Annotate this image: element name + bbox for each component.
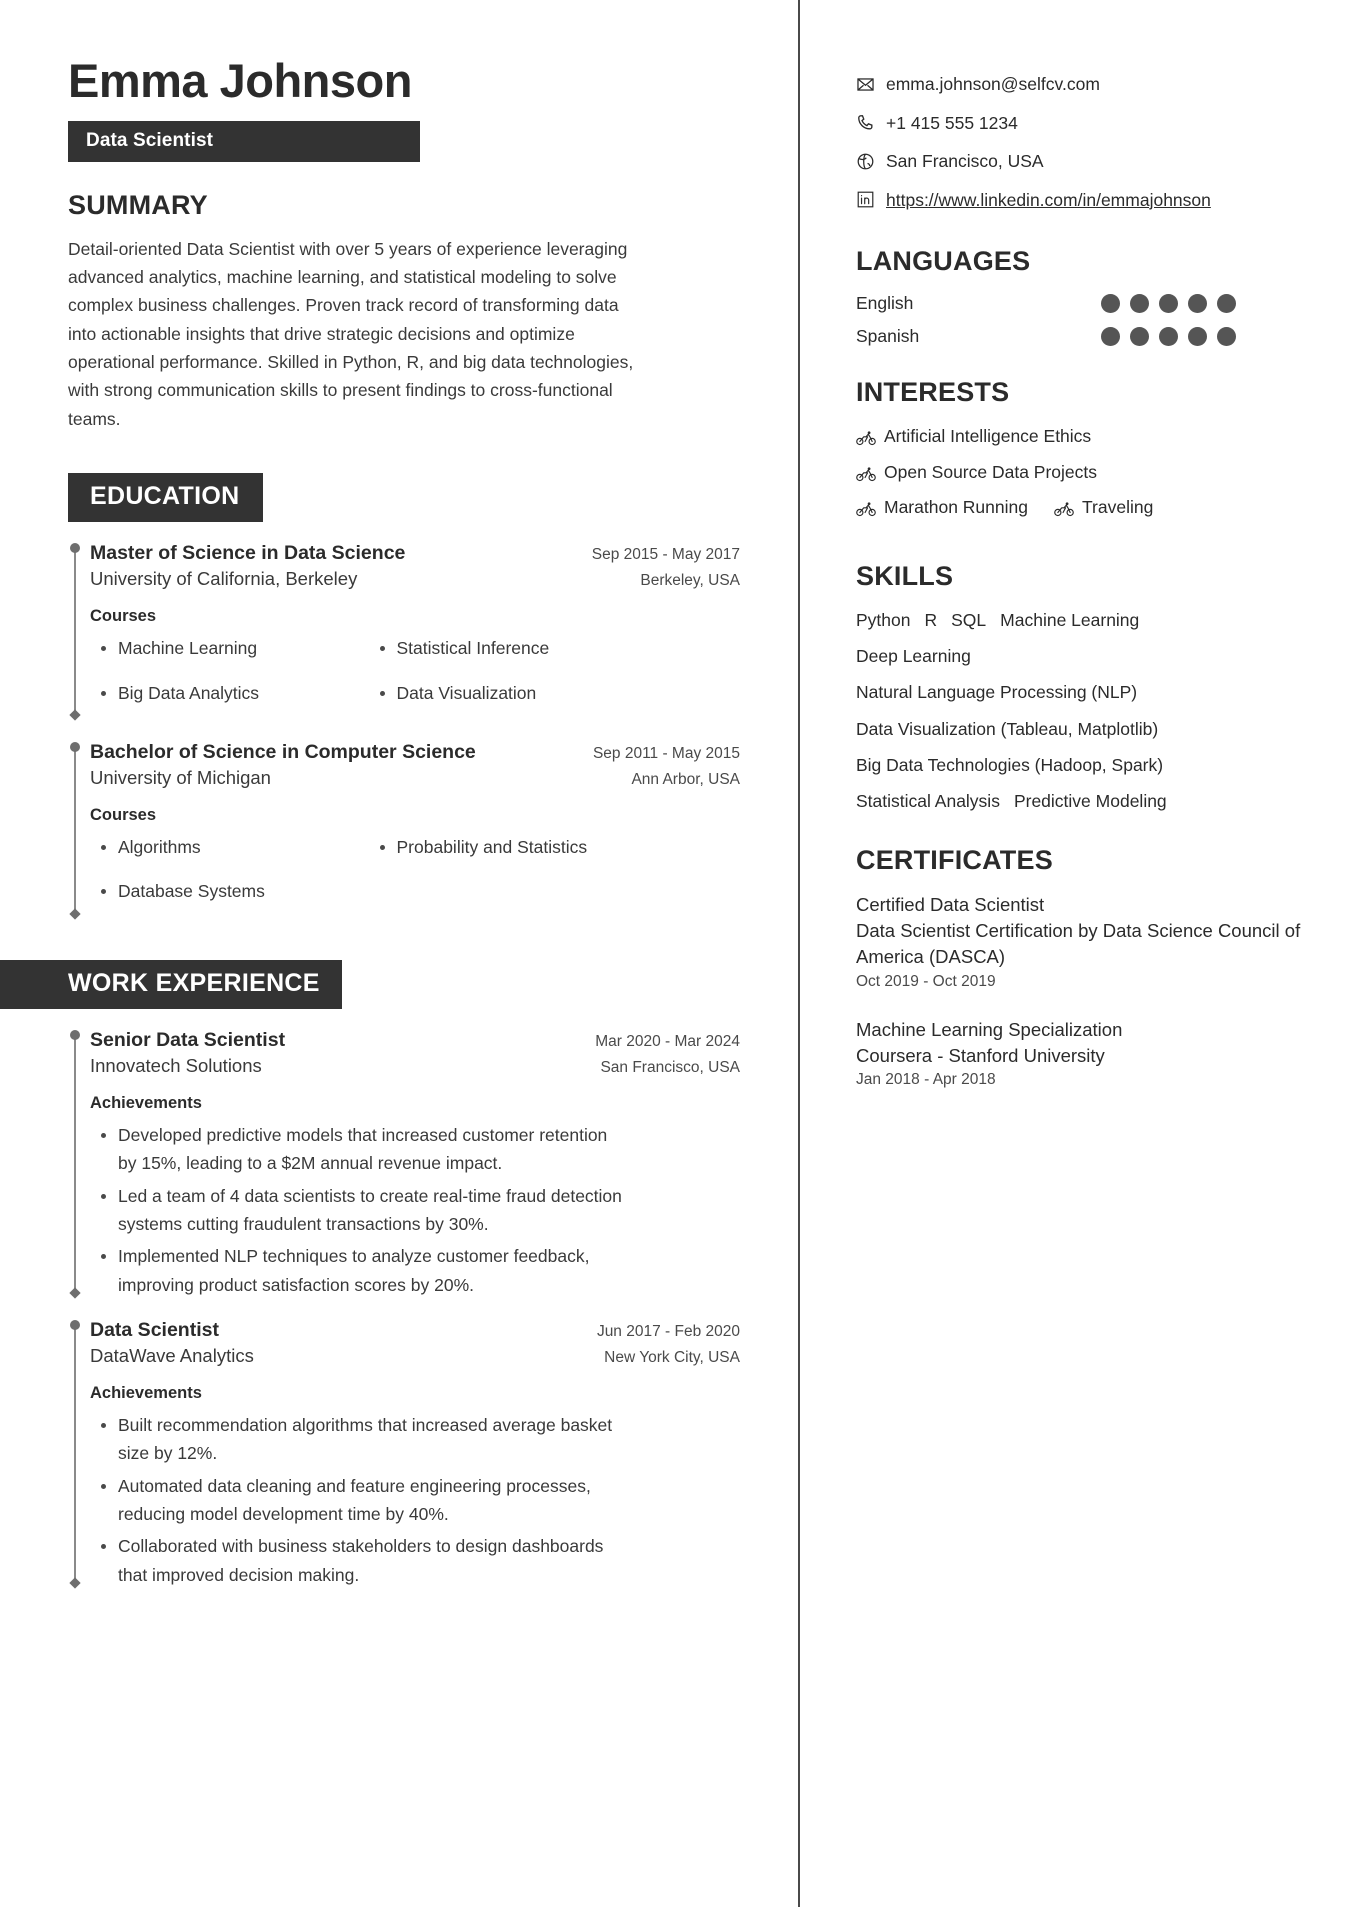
certificate-date: Oct 2019 - Oct 2019 [856, 972, 996, 990]
interest-item [856, 424, 1091, 449]
skill-line [856, 717, 1310, 742]
entry-header-row [90, 540, 740, 566]
work-location: New York City, USA [604, 1349, 740, 1367]
courses-grid [90, 634, 635, 721]
certificate-item [856, 1017, 1310, 1090]
contact-row [856, 72, 1310, 97]
work-location: San Francisco, USA [600, 1059, 740, 1077]
level-dot [1188, 294, 1207, 313]
interest-label: Open Source Data Projects [884, 461, 1098, 482]
skill-item: Machine Learning [1000, 609, 1140, 630]
education-entry [68, 739, 740, 920]
page-title: Emma Johnson [68, 54, 412, 107]
course-item: Big Data Analytics [90, 679, 357, 707]
entry-subheader-row [90, 566, 740, 593]
work-experience-list [68, 1027, 740, 1589]
certificate-issuer: Data Scientist Certification by Data Science Council of America (DASCA) [856, 920, 1301, 968]
skill-item: R [924, 609, 938, 630]
interest-line [856, 460, 1310, 496]
achievement-item: Collaborated with business stakeholders to design dashboards that improved decision making. [90, 1532, 625, 1589]
timeline-dot-icon [70, 1320, 80, 1330]
courses-label: Courses [90, 806, 157, 825]
education-location: Berkeley, USA [640, 572, 740, 590]
right-column [800, 0, 1350, 1907]
timeline-dot-icon [70, 742, 80, 752]
entry-subheader-row [90, 1343, 740, 1370]
degree-title: Master of Science in Data Science [90, 542, 406, 565]
skill-item: Predictive Modeling [1013, 791, 1167, 812]
level-dot [1101, 294, 1120, 313]
level-dot [1130, 294, 1149, 313]
language-name: English [856, 293, 914, 313]
skills-heading: SKILLS [856, 560, 954, 591]
entry-header-row [90, 1027, 740, 1053]
interest-line [856, 424, 1310, 460]
entry-subheader-row [90, 1053, 740, 1080]
achievements-label: Achievements [90, 1093, 202, 1112]
phone-icon [856, 113, 875, 132]
courses-grid [90, 833, 635, 920]
globe-icon [856, 152, 875, 171]
education-dates: Sep 2015 - May 2017 [591, 546, 740, 564]
entry-body [90, 1317, 740, 1589]
skill-item: Statistical Analysis [856, 791, 1000, 812]
course-item: Algorithms [90, 833, 357, 861]
job-role: Senior Data Scientist [90, 1028, 286, 1051]
skill-line [856, 644, 1310, 669]
timeline-dot-icon [70, 1030, 80, 1040]
certificates-list [856, 892, 1310, 1089]
work-heading-wrap [0, 960, 740, 1009]
interest-label: Artificial Intelligence Ethics [884, 426, 1092, 446]
achievement-item: Built recommendation algorithms that increased average basket size by 12%. [90, 1411, 625, 1468]
certificate-date: Jan 2018 - Apr 2018 [856, 1071, 996, 1089]
envelope-icon [856, 75, 875, 94]
achievement-item: Automated data cleaning and feature engineering processes, reducing model development time by 40%. [90, 1472, 625, 1529]
language-name: Spanish [856, 326, 920, 346]
degree-title: Bachelor of Science in Computer Science [90, 740, 476, 763]
level-dot [1217, 294, 1236, 313]
school-name: University of California, Berkeley [90, 568, 358, 590]
interest-item [856, 460, 1097, 485]
certificate-issuer: Coursera - Stanford University [856, 1044, 1105, 1066]
skill-item: Python [856, 609, 911, 630]
bicycle-icon [856, 428, 876, 444]
education-location: Ann Arbor, USA [631, 771, 740, 789]
entry-header-row [90, 1317, 740, 1343]
job-role: Data Scientist [90, 1318, 219, 1341]
contact-row [856, 111, 1310, 136]
education-dates: Sep 2011 - May 2015 [592, 744, 740, 762]
skill-line [856, 680, 1310, 705]
interest-label: Traveling [1081, 497, 1154, 517]
interest-item [856, 495, 1028, 520]
timeline-diamond-icon [69, 908, 80, 919]
linkedin-icon [856, 190, 875, 209]
courses-label: Courses [90, 607, 157, 626]
entry-body [90, 739, 740, 920]
certificates-heading: CERTIFICATES [856, 844, 1053, 875]
entry-subheader-row [90, 765, 740, 792]
education-list [68, 540, 740, 920]
work-experience-heading: WORK EXPERIENCE [0, 960, 342, 1009]
contact-row [856, 149, 1310, 174]
languages-list [856, 293, 1310, 347]
language-level-dots [1101, 327, 1236, 346]
course-item: Statistical Inference [369, 634, 636, 662]
skill-item: Natural Language Processing (NLP) [856, 682, 1138, 703]
achievements-label: Achievements [90, 1384, 202, 1403]
education-heading: EDUCATION [68, 473, 263, 522]
contact-row[interactable] [856, 188, 1310, 213]
bicycle-icon [856, 499, 876, 515]
achievements-list [90, 1411, 740, 1589]
language-level-dots [1101, 294, 1236, 313]
contact-text[interactable]: https://www.linkedin.com/in/emmajohnson [886, 189, 1211, 210]
level-dot [1188, 327, 1207, 346]
language-row [856, 293, 1236, 314]
achievement-item: Implemented NLP techniques to analyze customer feedback, improving product satisfaction scores by 20%. [90, 1242, 625, 1299]
level-dot [1217, 327, 1236, 346]
course-item: Probability and Statistics [369, 833, 636, 861]
education-heading-wrap [68, 473, 740, 522]
achievement-item: Developed predictive models that increased customer retention by 15%, leading to a $2M annual revenue impact. [90, 1121, 625, 1178]
timeline-diamond-icon [69, 709, 80, 720]
course-item: Machine Learning [90, 634, 357, 662]
interests-list [856, 424, 1310, 531]
education-entry [68, 540, 740, 721]
level-dot [1130, 327, 1149, 346]
bicycle-icon [856, 464, 876, 480]
interest-item [1054, 495, 1153, 520]
summary-heading: SUMMARY [68, 189, 208, 220]
school-name: University of Michigan [90, 767, 271, 789]
level-dot [1159, 294, 1178, 313]
bicycle-icon [1054, 499, 1074, 515]
entry-header-row [90, 739, 740, 765]
work-dates: Mar 2020 - Mar 2024 [595, 1032, 740, 1050]
level-dot [1159, 327, 1178, 346]
entry-body [90, 1027, 740, 1299]
course-item: Data Visualization [369, 679, 636, 707]
skills-list [856, 608, 1310, 815]
interest-label: Marathon Running [884, 497, 1028, 517]
skill-item: Deep Learning [856, 645, 971, 666]
contact-text: emma.johnson@selfcv.com [886, 74, 1100, 94]
timeline-diamond-icon [69, 1577, 80, 1588]
skill-item: SQL [951, 609, 987, 630]
interest-line [856, 495, 1310, 531]
skill-line [856, 789, 1310, 814]
skill-item: Big Data Technologies (Hadoop, Spark) [856, 755, 1164, 775]
company-name: Innovatech Solutions [90, 1055, 262, 1077]
work-entry [68, 1027, 740, 1299]
skill-line [856, 753, 1310, 778]
certificate-name: Machine Learning Specialization [856, 1018, 1123, 1040]
level-dot [1101, 327, 1120, 346]
contact-list [856, 72, 1310, 212]
achievement-item: Led a team of 4 data scientists to create real-time fraud detection systems cutting fraudulent transactions by 30%. [90, 1182, 625, 1239]
language-row [856, 326, 1236, 347]
skill-line [856, 608, 1310, 633]
timeline-dot-icon [70, 543, 80, 553]
languages-heading: LANGUAGES [856, 246, 1031, 276]
contact-text: San Francisco, USA [886, 151, 1044, 171]
certificate-item [856, 892, 1310, 991]
summary-text: Detail-oriented Data Scientist with over 5 years of experience leveraging advanced analytics, machine learning, and statistical modeling to solve complex business challenges. Proven track record of transforming data into actionable insights that drive strategic decisions and optimize operational performance. Skilled in Python, R, and big data technologies, with strong communication skills to present findings to cross-functional teams. [68, 238, 634, 429]
job-title-badge: Data Scientist [68, 121, 420, 162]
company-name: DataWave Analytics [90, 1345, 254, 1367]
entry-body [90, 540, 740, 721]
skill-item: Data Visualization (Tableau, Matplotlib) [856, 718, 1159, 739]
interests-heading: INTERESTS [856, 377, 1010, 407]
contact-text: +1 415 555 1234 [886, 112, 1018, 133]
work-dates: Jun 2017 - Feb 2020 [596, 1322, 740, 1340]
timeline-diamond-icon [69, 1287, 80, 1298]
course-item: Database Systems [90, 877, 357, 905]
achievements-list [90, 1121, 740, 1299]
certificate-name: Certified Data Scientist [856, 893, 1045, 915]
work-entry [68, 1317, 740, 1589]
